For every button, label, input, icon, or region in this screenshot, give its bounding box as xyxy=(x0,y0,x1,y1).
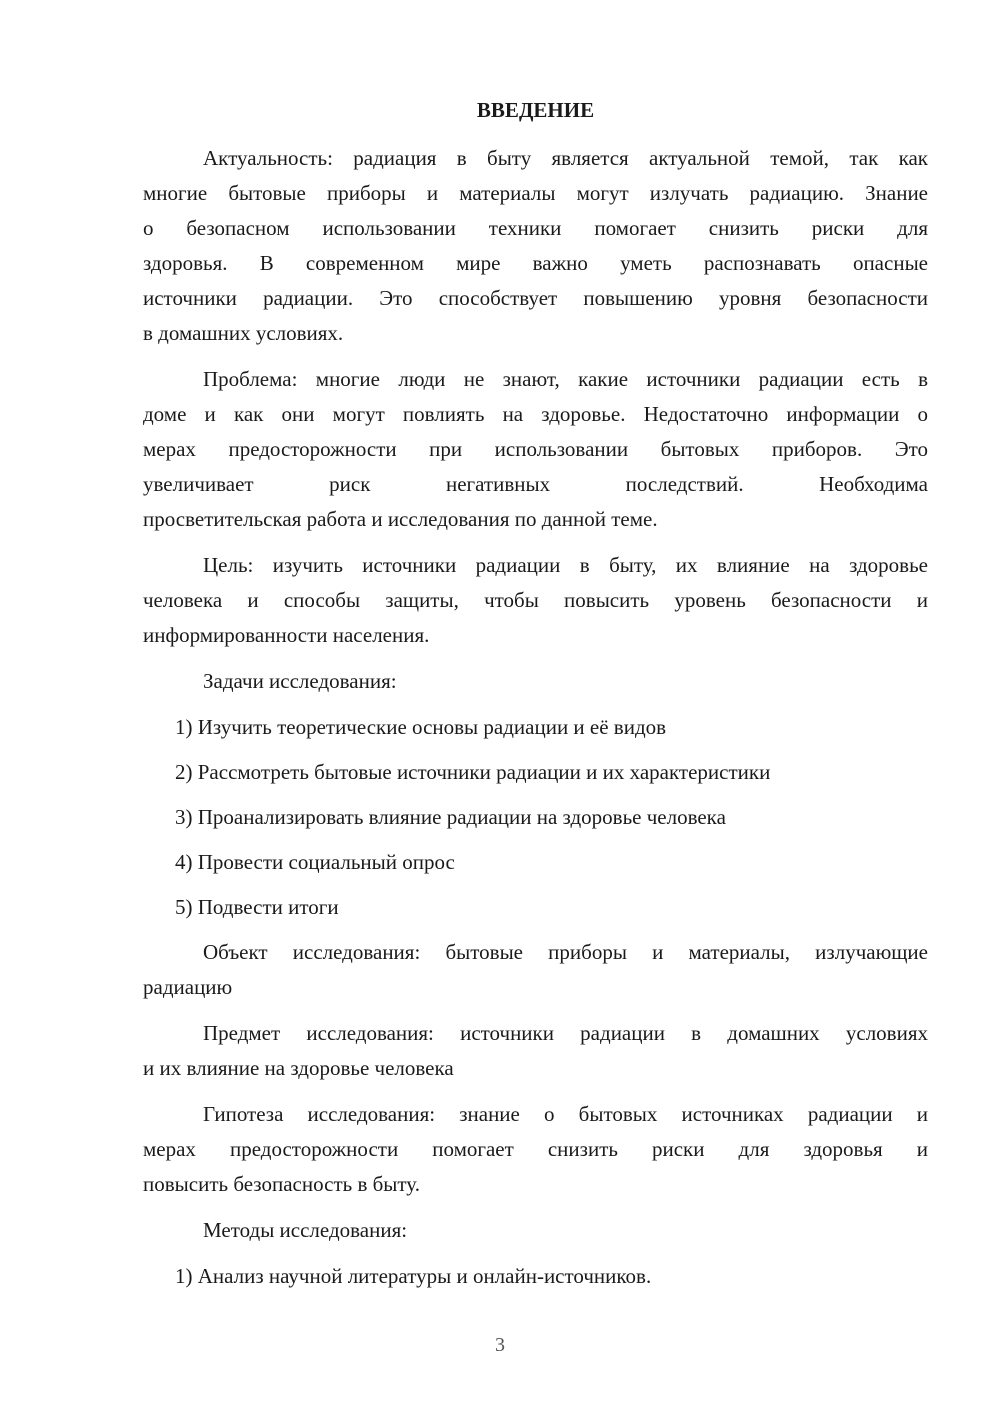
text-line: просветительская работа и исследования по данной теме. xyxy=(143,507,658,531)
list-item: 4) Провести социальный опрос xyxy=(175,850,455,874)
paragraph xyxy=(143,1213,928,1248)
text-line: Проблема: многие люди не знают, какие источники радиации есть в xyxy=(203,367,928,391)
paragraph xyxy=(143,664,928,699)
section-title: ВВЕДЕНИЕ xyxy=(476,98,595,122)
text-line: мерах предосторожности помогает снизить риски для здоровья и xyxy=(143,1137,928,1161)
paragraph xyxy=(143,1097,928,1202)
paragraph xyxy=(143,935,928,1005)
intro-paragraphs xyxy=(143,141,928,699)
text-line: Объект исследования: бытовые приборы и материалы, излучающие xyxy=(203,940,928,964)
text-line: доме и как они могут повлиять на здоровье. Недостаточно информации о xyxy=(143,402,928,426)
text-line: Методы исследования: xyxy=(203,1218,408,1242)
text-line: радиацию xyxy=(143,975,233,999)
text-line: и их влияние на здоровье человека xyxy=(143,1056,454,1080)
page-number: 3 xyxy=(495,1334,505,1356)
list-item: 1) Анализ научной литературы и онлайн-источников. xyxy=(175,1264,652,1288)
paragraph xyxy=(143,362,928,537)
list-item: 5) Подвести итоги xyxy=(175,895,339,919)
text-line: мерах предосторожности при использовании бытовых приборов. Это xyxy=(143,437,928,461)
list-item: 2) Рассмотреть бытовые источники радиации и их характеристики xyxy=(175,760,771,784)
list-item: 3) Проанализировать влияние радиации на здоровье человека xyxy=(175,805,726,829)
text-line: повысить безопасность в быту. xyxy=(143,1172,420,1196)
methods-list xyxy=(143,1259,928,1294)
paragraph xyxy=(143,548,928,653)
text-line: Предмет исследования: источники радиации в домашних условиях xyxy=(203,1021,928,1045)
text-line: здоровья. В современном мире важно уметь распознавать опасные xyxy=(143,251,928,275)
text-line: в домашних условиях. xyxy=(143,321,344,345)
research-paragraphs xyxy=(143,935,928,1248)
text-line: Гипотеза исследования: знание о бытовых источниках радиации и xyxy=(203,1102,928,1126)
list-item: 1) Изучить теоретические основы радиации и её видов xyxy=(175,715,667,739)
paragraph xyxy=(143,1016,928,1086)
text-line: Цель: изучить источники радиации в быту, их влияние на здоровье xyxy=(203,553,928,577)
text-line: увеличивает риск негативных последствий. Необходима xyxy=(143,472,928,496)
tasks-list xyxy=(143,710,928,925)
text-line: о безопасном использовании техники помогает снизить риски для xyxy=(143,216,928,240)
document-page xyxy=(143,93,928,1304)
paragraph xyxy=(143,141,928,351)
text-line: информированности населения. xyxy=(143,623,430,647)
text-line: многие бытовые приборы и материалы могут излучать радиацию. Знание xyxy=(143,181,928,205)
text-line: источники радиации. Это способствует повышению уровня безопасности xyxy=(143,286,928,310)
text-line: человека и способы защиты, чтобы повысить уровень безопасности и xyxy=(143,588,928,612)
text-line: Актуальность: радиация в быту является актуальной темой, так как xyxy=(203,146,928,170)
text-line: Задачи исследования: xyxy=(203,669,397,693)
